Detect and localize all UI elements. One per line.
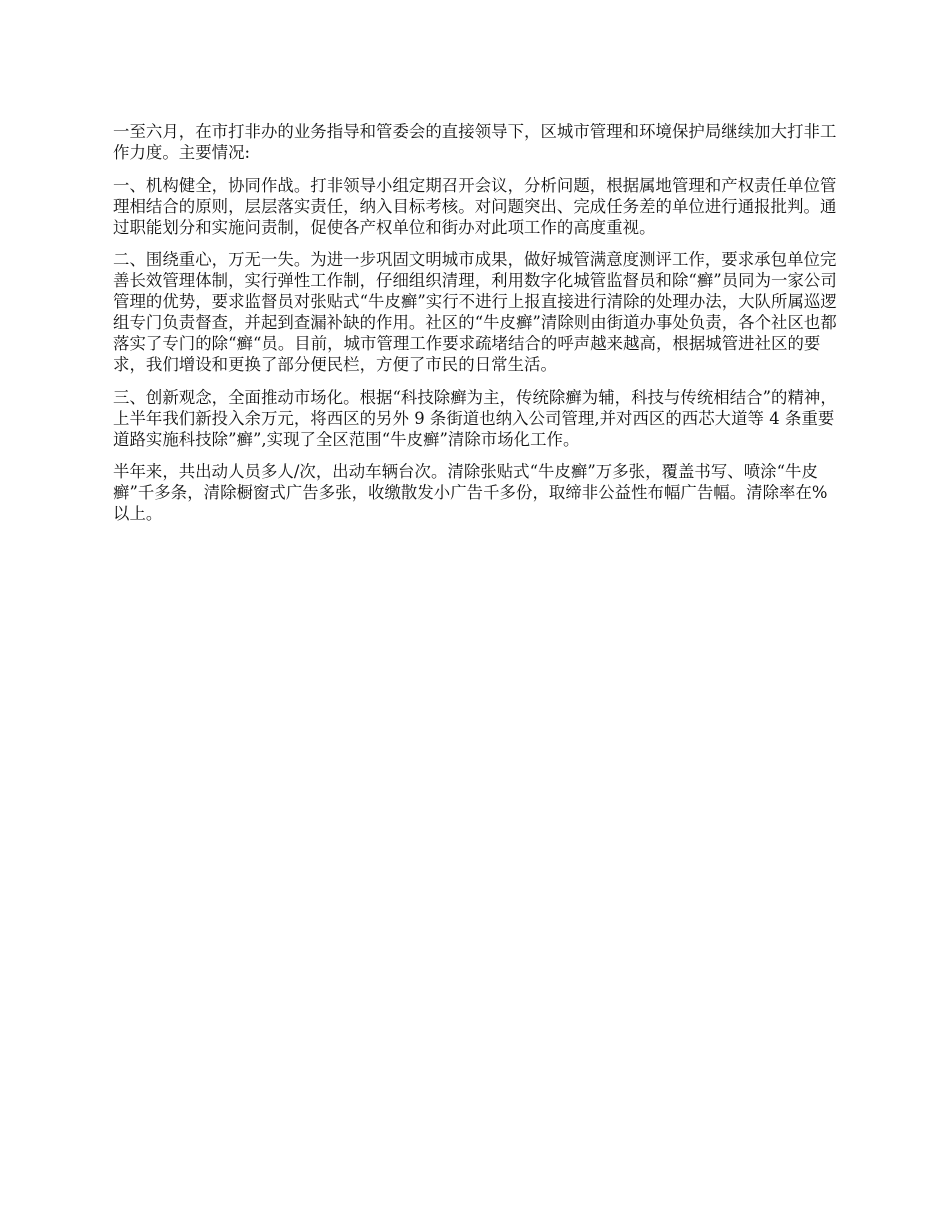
document-body bbox=[113, 121, 840, 536]
paragraph-summary: 半年来，共出动人员多人/次，出动车辆台次。清除张贴式“牛皮癣”万多张，覆盖书写、喷涂“牛皮癣”千多条，清除橱窗式广告多张，收缴散发小广告千多份，取缔非公益性布幅广告幅。清除率在%以上。 bbox=[113, 462, 828, 523]
paragraph-section-2: 二、围绕重心，万无一失。为进一步巩固文明城市成果，做好城管满意度测评工作，要求承包单位完善长效管理体制，实行弹性工作制，仔细组织清理，利用数字化城管监督员和除“癣”员同为一家公司管理的优势，要求监督员对张贴式“牛皮癣”实行不进行上报直接进行清除的处理办法，大队所属巡逻组专门负责督查，并起到查漏补缺的作用。社区的“牛皮癣”清除则由街道办事处负责，各个社区也都落实了专门的除“癣“员。目前，城市管理工作要求疏堵结合的呼声越来越高，根据城管进社区的要求，我们增设和更换了部分便民栏，方便了市民的日常生活。 bbox=[113, 250, 837, 374]
paragraph-intro: 一至六月，在市打非办的业务指导和管委会的直接领导下，区城市管理和环境保护局继续加大打非工作力度。主要情况: bbox=[113, 122, 837, 162]
paragraph-section-1: 一、机构健全，协同作战。打非领导小组定期召开会议，分析问题，根据属地管理和产权责任单位管理相结合的原则，层层落实责任，纳入目标考核。对问题突出、完成任务差的单位进行通报批判。通过职能划分和实施问责制，促使各产权单位和街办对此项工作的高度重视。 bbox=[113, 175, 837, 237]
paragraph-section-3: 三、创新观念，全面推动市场化。根据“科技除癣为主，传统除癣为辅，科技与传统相结合”的精神，上半年我们新投入余万元，将西区的另外 9 条街道也纳入公司管理,并对西区的西芯大道等 4 条重要道路实施科技除”癣”,实现了全区范围“牛皮癣”清除市场化工作。 bbox=[113, 387, 837, 449]
